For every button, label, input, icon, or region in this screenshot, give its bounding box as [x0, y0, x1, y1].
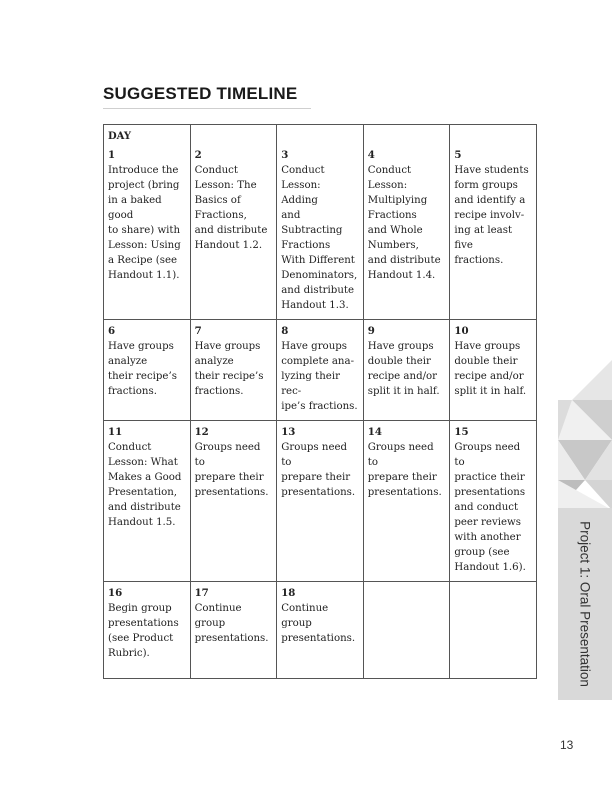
table-cell [277, 421, 364, 582]
day-header: DAY [108, 131, 132, 142]
day-activity: Groups need to prepare their presentations. [194, 442, 269, 498]
day-activity: Have groups complete ana- lyzing their rec- ipe’s fractions. [281, 341, 358, 412]
day-activity: Begin group presentations (see Product Rubric). [108, 603, 179, 659]
table-cell [450, 421, 537, 582]
day-number: 3 [281, 149, 289, 161]
page-title: SUGGESTED TIMELINE [103, 84, 298, 103]
day-activity: Have students form groups and identify a recipe involv- ing at least five fractions. [454, 165, 529, 266]
table-cell [190, 320, 277, 421]
table-cell [363, 320, 450, 421]
day-number: 12 [194, 426, 209, 438]
day-activity: Have groups double their recipe and/or split it in half. [454, 341, 527, 397]
table-cell [277, 320, 364, 421]
table-row [104, 125, 537, 320]
day-number: 11 [108, 426, 123, 438]
day-number: 10 [454, 325, 469, 337]
day-activity: Conduct Lesson: Adding and Subtracting Fractions With Different Denominators, and distribute Handout 1.3. [281, 165, 358, 311]
table-cell [190, 582, 277, 679]
day-number: 6 [108, 325, 116, 337]
table-cell [190, 125, 277, 320]
day-number: 9 [367, 325, 375, 337]
day-activity: Have groups analyze their recipe’s fractions. [194, 341, 264, 397]
table-cell [104, 320, 191, 421]
table-cell [277, 582, 364, 679]
table-cell [104, 582, 191, 679]
table-cell [104, 421, 191, 582]
day-number: 1 [108, 149, 116, 161]
day-number: 13 [281, 426, 296, 438]
day-number: 4 [367, 149, 375, 161]
table-cell [363, 421, 450, 582]
day-number: 17 [194, 587, 209, 599]
table-cell [450, 125, 537, 320]
table-cell [450, 320, 537, 421]
table-cell [104, 125, 191, 320]
day-activity: Conduct Lesson: What Makes a Good Presentation, and distribute Handout 1.5. [108, 442, 182, 528]
table-cell-empty [450, 582, 537, 679]
table-cell-empty [363, 582, 450, 679]
title-underline [103, 108, 311, 109]
day-activity: Have groups double their recipe and/or split it in half. [367, 341, 440, 397]
day-number: 16 [108, 587, 123, 599]
table-row [104, 421, 537, 582]
day-activity: Have groups analyze their recipe’s fractions. [108, 341, 177, 397]
day-number: 18 [281, 587, 296, 599]
day-activity: Continue group presentations. [194, 603, 269, 644]
day-number: 2 [194, 149, 202, 161]
day-number: 7 [194, 325, 202, 337]
table-row [104, 582, 537, 679]
day-number: 14 [367, 426, 382, 438]
day-activity: Continue group presentations. [281, 603, 356, 644]
day-number: 15 [454, 426, 469, 438]
table-row [104, 320, 537, 421]
day-activity: Conduct Lesson: Multiplying Fractions and Whole Numbers, and distribute Handout 1.4. [367, 165, 441, 281]
chapter-side-label: Project 1: Oral Presentation [577, 521, 593, 687]
page-number: 13 [560, 738, 574, 752]
day-number: 5 [454, 149, 462, 161]
timeline-table [103, 124, 537, 679]
day-activity: Groups need to prepare their presentations. [367, 442, 442, 498]
table-cell [190, 421, 277, 582]
table-cell [277, 125, 364, 320]
day-activity: Groups need to prepare their presentations. [281, 442, 356, 498]
table-cell [363, 125, 450, 320]
day-number: 8 [281, 325, 289, 337]
day-activity: Introduce the project (bring in a baked good to share) with Lesson: Using a Recipe (see Handout 1.1). [108, 165, 181, 281]
day-activity: Conduct Lesson: The Basics of Fractions, and distribute Handout 1.2. [194, 165, 268, 251]
day-activity: Groups need to practice their presentations and conduct peer reviews with another group (see Handout 1.6). [454, 442, 526, 573]
